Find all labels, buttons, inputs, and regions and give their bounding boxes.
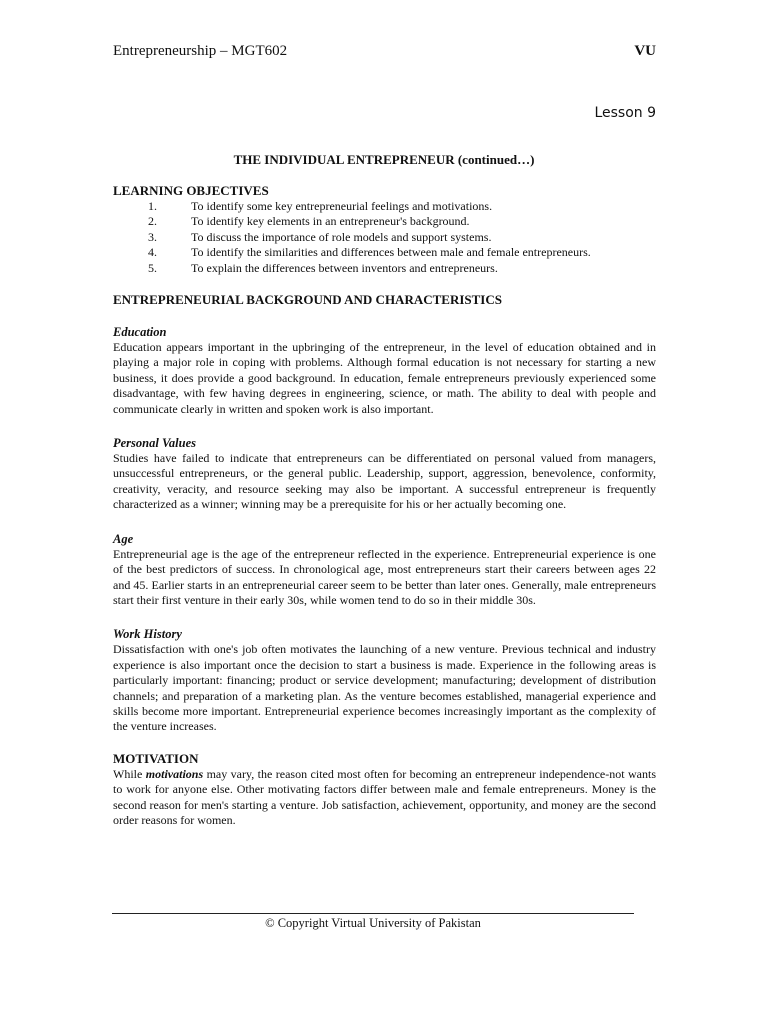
document-body xyxy=(113,183,656,828)
section-heading-personal-values: Personal Values xyxy=(113,436,197,451)
objectives-list xyxy=(113,199,656,276)
section-heading-education: Education xyxy=(113,325,167,340)
motivation-emphasis: motivations xyxy=(145,766,204,781)
item-text: To identify the similarities and differences between male and female entrepreneurs. xyxy=(191,245,591,260)
item-number: 5. xyxy=(148,260,157,275)
list-item xyxy=(113,230,656,245)
section-text-education: Education appears important in the upbringing of the entrepreneur, in the level of education obtained and in playing a major role in coping with problems. Although formal education is not necessary for starting a new business, it does provide a good background. In education, female entrepreneurs previously experienced some disadvantage, with few having degrees in engineering, science, or math. The ability to deal with people and communicate clearly in written and spoken work is also important. xyxy=(113,340,656,416)
institution-label: VU xyxy=(634,43,656,59)
copyright-footer: © Copyright Virtual University of Pakistan xyxy=(265,916,481,930)
item-number: 1. xyxy=(148,199,157,213)
item-number: 3. xyxy=(148,229,157,244)
motivation-text-rest: may vary, the reason cited most often for becoming an entrepreneur independence-not wants to work for anyone else. Other motivating factors differ between male and female entrepreneurs. Money is the second reason for men's starting a venture. Job satisfaction, achievement, opportunity, and money are the second order reasons for women. xyxy=(113,766,656,827)
list-item xyxy=(113,214,656,229)
course-header: Entrepreneurship – MGT602 xyxy=(113,43,288,59)
motivation-heading: MOTIVATION xyxy=(113,750,199,766)
item-number: 4. xyxy=(148,245,157,260)
list-item xyxy=(113,245,656,260)
section-heading-age: Age xyxy=(113,531,134,546)
motivation-text xyxy=(113,767,656,829)
page-title: THE INDIVIDUAL ENTREPRENEUR (continued…) xyxy=(233,152,535,167)
section-heading-work-history: Work History xyxy=(113,627,182,642)
footer-divider xyxy=(112,913,634,914)
motivation-text-start: While xyxy=(113,766,146,781)
list-item xyxy=(113,199,656,214)
item-text: To identify key elements in an entrepreneur's background. xyxy=(191,214,470,229)
section-text-age: Entrepreneurial age is the age of the entrepreneur reflected in the experience. Entrepreneurial experience is one of the best predictors of success. In chronological age, most entrepreneurs start their careers between ages 22 and 45. Earlier starts in an entrepreneurial career seem to be better than later ones. Generally, male entrepreneurs start their first venture in their early 30s, while women tend to do so in their middle 30s. xyxy=(113,546,656,607)
item-text: To identify some key entrepreneurial feelings and motivations. xyxy=(191,199,493,213)
lesson-label: Lesson 9 xyxy=(594,105,656,121)
item-text: To discuss the importance of role models and support systems. xyxy=(191,229,492,244)
background-heading: ENTREPRENEURIAL BACKGROUND AND CHARACTERISTICS xyxy=(113,292,502,308)
section-text-work-history: Dissatisfaction with one's job often motivates the launching of a new venture. Previous technical and industry experience is also important once the decision to start a business is made. Experience in the following areas is particularly important: financing; product or service development; manufacturing; development of distribution channels; and preparation of a marketing plan. As the venture becomes established, managerial experience and skills become more important. Entrepreneurial experience becomes increasingly important as the complexity of the venture increases. xyxy=(113,642,656,734)
section-text-personal-values: Studies have failed to indicate that entrepreneurs can be differentiated on personal valued from managers, unsuccessful entrepreneurs, or the general public. Leadership, support, aggression, benevolence, conformity, creativity, veracity, and resource seeking may also be important. A successful entrepreneur is frequently characterized as a winner; winning may be a prerequisite for his or her actually becoming one. xyxy=(113,451,656,512)
item-text: To explain the differences between inventors and entrepreneurs. xyxy=(191,260,498,275)
learning-objectives-heading: LEARNING OBJECTIVES xyxy=(113,183,269,198)
item-number: 2. xyxy=(148,214,157,229)
list-item xyxy=(113,261,656,276)
